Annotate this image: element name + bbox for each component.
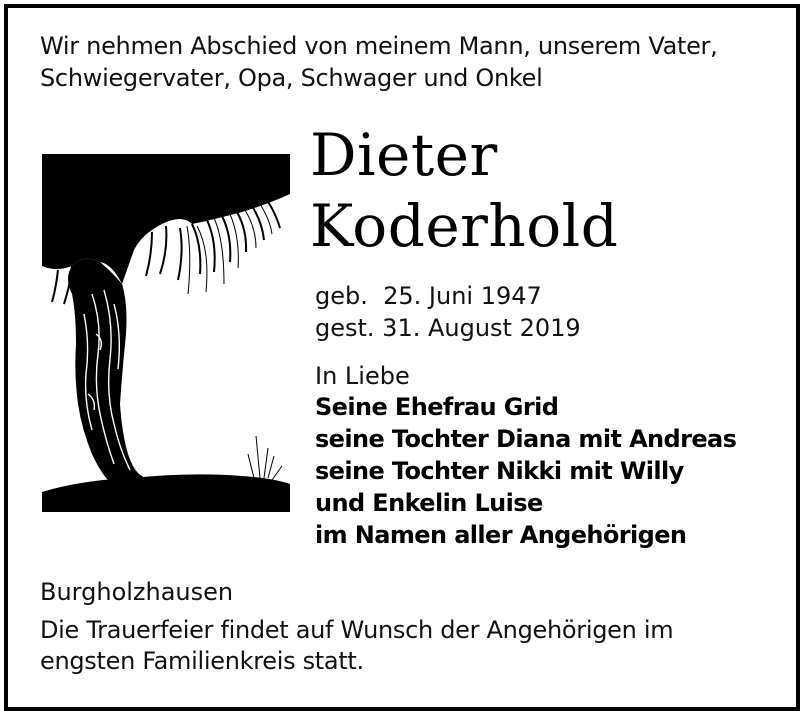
mourner-line: Seine Ehefrau Grid: [315, 393, 559, 421]
intro-text: [40, 30, 717, 94]
funeral-notice: [40, 615, 673, 677]
life-dates: [315, 280, 581, 344]
mourner-line: im Namen aller Angehörigen: [315, 521, 687, 549]
mourner-line: und Enkelin Luise: [315, 489, 543, 517]
mourner-line: seine Tochter Nikki mit Willy: [315, 457, 684, 485]
intro-line-2: Schwiegervater, Opa, Schwager und Onkel: [40, 64, 543, 92]
place-name: Burgholzhausen: [40, 578, 234, 606]
mourners-list: [315, 391, 736, 551]
intro-line-1: Wir nehmen Abschied von meinem Mann, unserem Vater,: [40, 32, 718, 60]
funeral-notice-line-1: Die Trauerfeier findet auf Wunsch der Angehörigen im: [40, 616, 674, 644]
death-date: gest. 31. August 2019: [315, 314, 581, 342]
mourner-line: seine Tochter Diana mit Andreas: [315, 425, 737, 453]
willow-tree-icon: [42, 154, 290, 512]
deceased-first-name: Dieter: [310, 121, 498, 189]
funeral-notice-line-2: engsten Familienkreis statt.: [40, 647, 364, 675]
deceased-last-name: Koderhold: [310, 192, 619, 260]
birth-date: geb. 25. Juni 1947: [315, 282, 542, 310]
in-love-label: In Liebe: [315, 362, 410, 390]
